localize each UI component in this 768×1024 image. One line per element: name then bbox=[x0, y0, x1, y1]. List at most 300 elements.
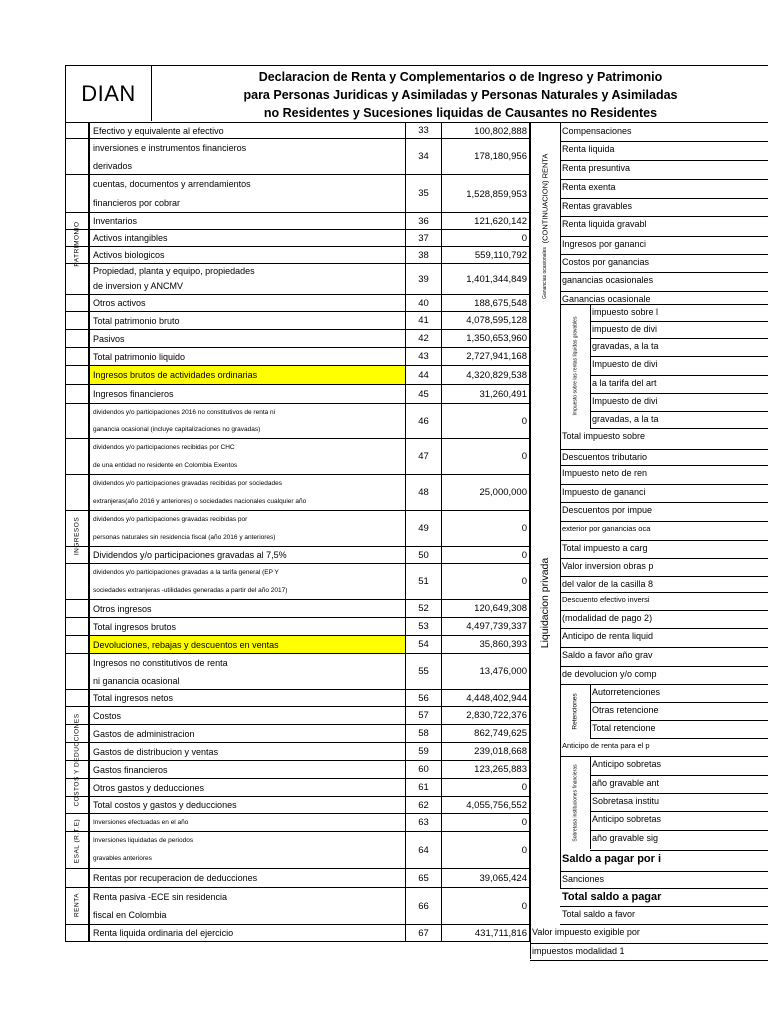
right-item-label: Anticipo sobretas bbox=[592, 814, 662, 824]
row-number: 66 bbox=[406, 888, 442, 924]
right-item-label: Sobretasa institu bbox=[592, 796, 660, 806]
row-description-line: Total patrimonio liquido bbox=[93, 352, 186, 362]
row-number: 50 bbox=[406, 547, 442, 563]
right-item-label: (modalidad de pago 2) bbox=[562, 613, 653, 623]
row-description bbox=[89, 385, 406, 403]
section-label: RENTA bbox=[73, 892, 81, 918]
row-number: 53 bbox=[406, 618, 442, 635]
right-divider bbox=[590, 702, 768, 703]
row-description-line: Propiedad, planta y equipo, propiedades bbox=[93, 266, 255, 276]
table-row bbox=[65, 312, 530, 330]
row-value: 25,000,000 bbox=[442, 475, 530, 510]
right-item-label: Ganancias ocasionale bbox=[562, 294, 651, 304]
right-section-label: Impuesto sobre las rentas liquidas gravables bbox=[571, 316, 578, 416]
form-title-line: Declaracion de Renta y Complementarios o de Ingreso y Patrimonio bbox=[258, 70, 663, 84]
right-divider bbox=[560, 521, 768, 522]
section-band bbox=[65, 869, 89, 942]
row-description-line: de inversion y ANCMV bbox=[93, 281, 184, 291]
right-item-label: Sanciones bbox=[562, 874, 605, 884]
right-item-label: Rentas gravables bbox=[562, 201, 633, 211]
row-description bbox=[89, 743, 406, 760]
row-description-line: Total ingresos netos bbox=[93, 693, 174, 703]
right-divider bbox=[560, 540, 768, 541]
right-divider bbox=[590, 811, 768, 812]
row-description-line: dividendos y/o participaciones gravadas a la tarifa general (EP Y bbox=[93, 569, 279, 576]
row-description-line: dividendos y/o participaciones gravadas recibidas por sociedades bbox=[93, 480, 282, 487]
table-row bbox=[65, 600, 530, 618]
row-description-line: Gastos financieros bbox=[93, 765, 168, 775]
row-number: 60 bbox=[406, 761, 442, 778]
row-number: 37 bbox=[406, 230, 442, 246]
row-value: 0 bbox=[442, 439, 530, 474]
row-description-line: financieros por cobrar bbox=[93, 198, 181, 208]
row-value: 0 bbox=[442, 547, 530, 563]
right-divider bbox=[560, 216, 768, 217]
row-description bbox=[89, 869, 406, 887]
right-divider bbox=[560, 871, 768, 872]
row-value: 431,711,816 bbox=[442, 925, 530, 941]
right-item-label: Otras retencione bbox=[592, 705, 659, 715]
right-section-label: Retenciones bbox=[571, 692, 579, 730]
right-divider bbox=[560, 906, 768, 907]
row-description-line: Renta liquida ordinaria del ejercicio bbox=[93, 928, 234, 938]
right-panel bbox=[530, 122, 768, 959]
right-divider bbox=[560, 179, 768, 180]
row-description-line: Dividendos y/o participaciones gravadas al 7,5% bbox=[93, 550, 287, 560]
section-band bbox=[65, 814, 89, 869]
row-number: 45 bbox=[406, 385, 442, 403]
right-vertical-rule bbox=[590, 304, 591, 428]
row-number: 54 bbox=[406, 636, 442, 653]
row-description bbox=[89, 312, 406, 329]
section-label: INGRESOS bbox=[73, 516, 81, 556]
right-divider bbox=[560, 592, 768, 593]
table-row bbox=[65, 475, 530, 511]
table-row bbox=[65, 348, 530, 366]
row-description-line: derivados bbox=[93, 161, 133, 171]
row-number: 51 bbox=[406, 564, 442, 599]
right-divider bbox=[590, 775, 768, 776]
row-number: 39 bbox=[406, 264, 442, 294]
row-description-line: Ingresos no constitutivos de renta bbox=[93, 658, 228, 668]
right-vertical-rule bbox=[590, 684, 591, 738]
right-item-label: Renta liquida gravabl bbox=[562, 219, 647, 229]
right-divider bbox=[560, 924, 768, 925]
row-description bbox=[89, 925, 406, 941]
right-divider bbox=[560, 558, 768, 559]
dian-logo: DIAN bbox=[66, 66, 152, 121]
right-section-label: (CONTINUACION) RENTA bbox=[540, 153, 550, 243]
row-description-line: personas naturales sin residencia fiscal (año 2016 y anteriores) bbox=[93, 534, 276, 541]
row-description-line: Efectivo y equivalente al efectivo bbox=[93, 126, 224, 136]
right-divider bbox=[590, 738, 768, 739]
right-vertical-rule bbox=[560, 123, 561, 889]
row-value: 4,078,595,128 bbox=[442, 312, 530, 329]
row-value: 239,018,668 bbox=[442, 743, 530, 760]
table-row bbox=[65, 385, 530, 404]
right-item-label: Anticipo sobretas bbox=[592, 759, 662, 769]
row-description bbox=[89, 213, 406, 229]
row-number: 41 bbox=[406, 312, 442, 329]
right-divider bbox=[560, 484, 768, 485]
row-value: 862,749,625 bbox=[442, 725, 530, 742]
right-divider bbox=[560, 160, 768, 161]
table-row bbox=[65, 743, 530, 761]
right-divider bbox=[590, 830, 768, 831]
row-description-line: Total costos y gastos y deducciones bbox=[93, 800, 237, 810]
row-description bbox=[89, 814, 406, 831]
right-item-label: Total saldo a pagar bbox=[562, 891, 662, 903]
row-description bbox=[89, 264, 406, 294]
table-row bbox=[65, 511, 530, 547]
right-item-label: Valor inversion obras p bbox=[562, 561, 654, 571]
row-number: 49 bbox=[406, 511, 442, 546]
row-value: 13,476,000 bbox=[442, 654, 530, 689]
row-value: 0 bbox=[442, 404, 530, 438]
right-item-label: de devolucion y/o comp bbox=[562, 669, 657, 679]
row-description-line: Total ingresos brutos bbox=[93, 622, 177, 632]
form-title-line: para Personas Juridicas y Asimiladas y Personas Naturales y Asimiladas bbox=[243, 88, 678, 102]
right-vertical-rule bbox=[590, 756, 591, 849]
row-description bbox=[89, 654, 406, 689]
row-value: 0 bbox=[442, 779, 530, 796]
row-description bbox=[89, 330, 406, 347]
table-row bbox=[65, 797, 530, 814]
table-row bbox=[65, 330, 530, 348]
row-value: 0 bbox=[442, 230, 530, 246]
row-description-line: Inventarios bbox=[93, 216, 138, 226]
form-title bbox=[152, 66, 768, 123]
row-number: 33 bbox=[406, 123, 442, 138]
row-number: 57 bbox=[406, 707, 442, 724]
row-value: 4,055,756,552 bbox=[442, 797, 530, 813]
table-row bbox=[65, 295, 530, 312]
row-value: 178,180,956 bbox=[442, 139, 530, 174]
right-vertical-rule bbox=[530, 123, 531, 959]
row-number: 48 bbox=[406, 475, 442, 510]
row-number: 64 bbox=[406, 832, 442, 868]
row-description-line: Otros ingresos bbox=[93, 604, 152, 614]
right-divider bbox=[560, 684, 768, 685]
row-number: 36 bbox=[406, 213, 442, 229]
section-label: ESAL (R.T.E) bbox=[73, 818, 81, 864]
right-divider bbox=[560, 449, 768, 450]
row-value: 1,528,859,953 bbox=[442, 175, 530, 212]
table-row bbox=[65, 814, 530, 832]
table-row bbox=[65, 869, 530, 888]
row-description-line: Otros activos bbox=[93, 298, 146, 308]
row-number: 63 bbox=[406, 814, 442, 831]
right-item-label: a la tarifa del art bbox=[592, 378, 657, 388]
row-value: 0 bbox=[442, 832, 530, 868]
table-row bbox=[65, 247, 530, 264]
row-number: 52 bbox=[406, 600, 442, 617]
table-row bbox=[65, 547, 530, 564]
row-number: 65 bbox=[406, 869, 442, 887]
table-row bbox=[65, 439, 530, 475]
right-item-label: año gravable sig bbox=[592, 833, 659, 843]
table-row bbox=[65, 888, 530, 925]
right-divider bbox=[560, 141, 768, 142]
right-divider bbox=[560, 576, 768, 577]
row-description-line: Costos bbox=[93, 711, 122, 721]
right-item-label: Autorretenciones bbox=[592, 687, 661, 697]
row-value: 0 bbox=[442, 564, 530, 599]
right-item-label: Total impuesto a carg bbox=[562, 543, 648, 553]
row-description-line: Gastos de administracion bbox=[93, 729, 195, 739]
row-value: 2,727,941,168 bbox=[442, 348, 530, 365]
right-item-label: Total impuesto sobre bbox=[562, 431, 646, 441]
row-number: 55 bbox=[406, 654, 442, 689]
section-band bbox=[65, 707, 89, 814]
row-number: 58 bbox=[406, 725, 442, 742]
table-row bbox=[65, 654, 530, 690]
right-item-label: impuesto sobre l bbox=[592, 307, 659, 317]
table-row bbox=[65, 213, 530, 230]
table-row bbox=[65, 139, 530, 175]
table-row bbox=[65, 564, 530, 600]
section-label: COSTOS Y DEDUCCIONES bbox=[73, 713, 81, 807]
right-divider bbox=[590, 428, 768, 429]
right-divider bbox=[590, 720, 768, 721]
row-description-line: Pasivos bbox=[93, 334, 125, 344]
row-description bbox=[89, 366, 406, 384]
table-row bbox=[65, 707, 530, 725]
row-value: 39,065,424 bbox=[442, 869, 530, 887]
row-number: 46 bbox=[406, 404, 442, 438]
right-item-label: Saldo a favor año grav bbox=[562, 650, 653, 660]
right-divider bbox=[590, 393, 768, 394]
right-item-label: Renta presuntiva bbox=[562, 163, 631, 173]
right-divider bbox=[530, 943, 768, 944]
row-value: 4,320,829,538 bbox=[442, 366, 530, 384]
right-item-label: exterior por ganancias oca bbox=[562, 524, 651, 533]
row-number: 67 bbox=[406, 925, 442, 941]
row-value: 123,265,883 bbox=[442, 761, 530, 778]
table-row bbox=[65, 264, 530, 295]
row-number: 62 bbox=[406, 797, 442, 813]
right-divider bbox=[590, 356, 768, 357]
row-description-line: sociedades extranjeras -utilidades generadas a partir del año 2017) bbox=[93, 587, 288, 594]
right-divider bbox=[560, 502, 768, 503]
row-description-line: Activos intangibles bbox=[93, 233, 168, 243]
right-divider bbox=[590, 793, 768, 794]
row-description bbox=[89, 348, 406, 365]
right-divider bbox=[590, 321, 768, 322]
row-description bbox=[89, 797, 406, 813]
right-divider bbox=[560, 756, 768, 757]
row-description bbox=[89, 547, 406, 563]
row-number: 40 bbox=[406, 295, 442, 311]
row-value: 100,802,888 bbox=[442, 123, 530, 138]
right-item-label: Costos por ganancias bbox=[562, 257, 650, 267]
table-row bbox=[65, 761, 530, 779]
row-description bbox=[89, 511, 406, 546]
row-description-line: Inversiones liquidadas de periodos bbox=[93, 837, 194, 844]
row-value: 35,860,393 bbox=[442, 636, 530, 653]
table-row bbox=[65, 175, 530, 213]
row-description-line: Renta pasiva -ECE sin residencia bbox=[93, 892, 228, 902]
right-divider bbox=[560, 647, 768, 648]
right-item-label: Total retencione bbox=[592, 723, 656, 733]
table-row bbox=[65, 122, 530, 139]
table-row bbox=[65, 366, 530, 385]
row-description-line: Ingresos brutos de actividades ordinarias bbox=[93, 370, 258, 380]
row-description bbox=[89, 175, 406, 212]
row-description bbox=[89, 564, 406, 599]
table-row bbox=[65, 618, 530, 636]
row-description bbox=[89, 295, 406, 311]
row-description-line: gravables anteriores bbox=[93, 855, 152, 862]
row-number: 38 bbox=[406, 247, 442, 263]
table-row bbox=[65, 690, 530, 707]
row-description-line: dividendos y/o participaciones gravadas recibidas por bbox=[93, 516, 248, 523]
section-band bbox=[65, 366, 89, 707]
right-section-label: Liquidacion privada bbox=[539, 557, 552, 649]
table-row bbox=[65, 230, 530, 247]
row-description bbox=[89, 636, 406, 653]
right-item-label: Renta liquida bbox=[562, 144, 615, 154]
section-band bbox=[65, 122, 89, 366]
right-item-label: Total saldo a favor bbox=[562, 909, 636, 919]
row-value: 0 bbox=[442, 814, 530, 831]
table-row bbox=[65, 779, 530, 797]
row-value: 4,497,739,337 bbox=[442, 618, 530, 635]
row-number: 44 bbox=[406, 366, 442, 384]
row-number: 59 bbox=[406, 743, 442, 760]
right-item-label: Saldo a pagar por i bbox=[562, 853, 662, 865]
right-divider bbox=[560, 291, 768, 292]
right-divider bbox=[560, 304, 768, 305]
right-item-label: gravadas, a la ta bbox=[592, 414, 659, 424]
right-divider bbox=[560, 888, 768, 889]
row-description bbox=[89, 832, 406, 868]
right-item-label: Impuesto de divi bbox=[592, 396, 658, 406]
row-number: 61 bbox=[406, 779, 442, 796]
right-item-label: impuestos modalidad 1 bbox=[532, 946, 625, 956]
right-item-label: año gravable ant bbox=[592, 778, 660, 788]
row-number: 47 bbox=[406, 439, 442, 474]
right-item-label: Compensaciones bbox=[562, 126, 632, 136]
row-description-line: dividendos y/o participaciones recibidas por CHC bbox=[93, 444, 235, 451]
row-description-line: Total patrimonio bruto bbox=[93, 316, 180, 326]
row-description bbox=[89, 888, 406, 924]
right-item-label: Descuentos por impue bbox=[562, 505, 653, 515]
right-divider bbox=[560, 628, 768, 629]
right-item-label: Valor impuesto exigible por bbox=[532, 927, 640, 937]
right-divider bbox=[560, 610, 768, 611]
row-value: 188,675,548 bbox=[442, 295, 530, 311]
row-number: 43 bbox=[406, 348, 442, 365]
row-value: 4,448,402,944 bbox=[442, 690, 530, 706]
right-divider bbox=[590, 338, 768, 339]
table-row bbox=[65, 925, 530, 942]
right-item-label: impuesto de divi bbox=[592, 324, 658, 334]
right-divider bbox=[530, 960, 768, 961]
right-divider bbox=[560, 465, 768, 466]
row-description-line: inversiones e instrumentos financieros bbox=[93, 143, 247, 153]
right-item-label: Renta exenta bbox=[562, 182, 616, 192]
right-item-label: Descuento efectivo inversi bbox=[562, 595, 650, 604]
right-divider bbox=[560, 254, 768, 255]
table-row bbox=[65, 636, 530, 654]
right-item-label: Anticipo de renta para el p bbox=[562, 741, 650, 750]
right-item-label: Descuentos tributario bbox=[562, 452, 648, 462]
row-value: 2,830,722,376 bbox=[442, 707, 530, 724]
right-section-label: Sobretasa instituciones financieras bbox=[572, 764, 579, 842]
right-item-label: del valor de la casilla 8 bbox=[562, 579, 654, 589]
right-divider bbox=[590, 411, 768, 412]
table-row bbox=[65, 404, 530, 439]
table-row bbox=[65, 832, 530, 869]
row-description bbox=[89, 761, 406, 778]
right-divider bbox=[590, 375, 768, 376]
row-value: 31,260,491 bbox=[442, 385, 530, 403]
row-value: 0 bbox=[442, 888, 530, 924]
row-description bbox=[89, 618, 406, 635]
right-divider bbox=[560, 666, 768, 667]
row-number: 34 bbox=[406, 139, 442, 174]
row-description-line: de una entidad no residente en Colombia Exentos bbox=[93, 462, 238, 469]
form-title-line: no Residentes y Sucesiones liquidas de Causantes no Residentes bbox=[263, 106, 658, 120]
row-description bbox=[89, 230, 406, 246]
row-value: 0 bbox=[442, 511, 530, 546]
row-description bbox=[89, 123, 406, 138]
row-description-line: Devoluciones, rebajas y descuentos en ventas bbox=[93, 640, 279, 650]
row-number: 42 bbox=[406, 330, 442, 347]
right-item-label: Impuesto neto de ren bbox=[562, 468, 648, 478]
table-row bbox=[65, 725, 530, 743]
row-description bbox=[89, 600, 406, 617]
row-description-line: Otros gastos y deducciones bbox=[93, 783, 205, 793]
row-description bbox=[89, 475, 406, 510]
row-description-line: Rentas por recuperacion de deducciones bbox=[93, 873, 258, 883]
right-divider bbox=[560, 236, 768, 237]
right-divider bbox=[560, 198, 768, 199]
row-description bbox=[89, 139, 406, 174]
row-value: 1,401,344,849 bbox=[442, 264, 530, 294]
row-description bbox=[89, 725, 406, 742]
right-item-label: ganancias ocasionales bbox=[562, 275, 654, 285]
row-description-line: dividendos y/o participaciones 2016 no constitutivos de renta ni bbox=[93, 409, 276, 416]
right-item-label: Anticipo de renta liquid bbox=[562, 631, 654, 641]
row-description bbox=[89, 404, 406, 438]
row-description-line: Gastos de distribucion y ventas bbox=[93, 747, 219, 757]
right-divider bbox=[590, 850, 768, 851]
row-description bbox=[89, 707, 406, 724]
row-description-line: Ingresos financieros bbox=[93, 389, 174, 399]
right-item-label: gravadas, a la ta bbox=[592, 341, 659, 351]
row-value: 1,350,653,960 bbox=[442, 330, 530, 347]
right-divider bbox=[560, 272, 768, 273]
row-description-line: fiscal en Colombia bbox=[93, 910, 167, 920]
row-value: 121,620,142 bbox=[442, 213, 530, 229]
row-description-line: cuentas, documentos y arrendamientos bbox=[93, 179, 251, 189]
row-description-line: extranjeras(año 2016 y anteriores) o sociedades nacionales cualquier año bbox=[93, 498, 307, 505]
row-description-line: ganancia ocasional (incluye capitalizaciones no gravadas) bbox=[93, 426, 261, 433]
row-description-line: Activos biologicos bbox=[93, 250, 165, 260]
row-description-line: Inversiones efectuadas en el año bbox=[93, 819, 189, 826]
right-item-label: Impuesto de gananci bbox=[562, 487, 646, 497]
row-description bbox=[89, 247, 406, 263]
section-label: PATRIMONIO bbox=[73, 221, 81, 267]
right-section-label: Ganancias ocasionales bbox=[541, 247, 548, 299]
right-item-label: Impuesto de divi bbox=[592, 359, 658, 369]
row-description bbox=[89, 690, 406, 706]
row-number: 56 bbox=[406, 690, 442, 706]
row-description bbox=[89, 439, 406, 474]
form-header bbox=[65, 65, 768, 123]
